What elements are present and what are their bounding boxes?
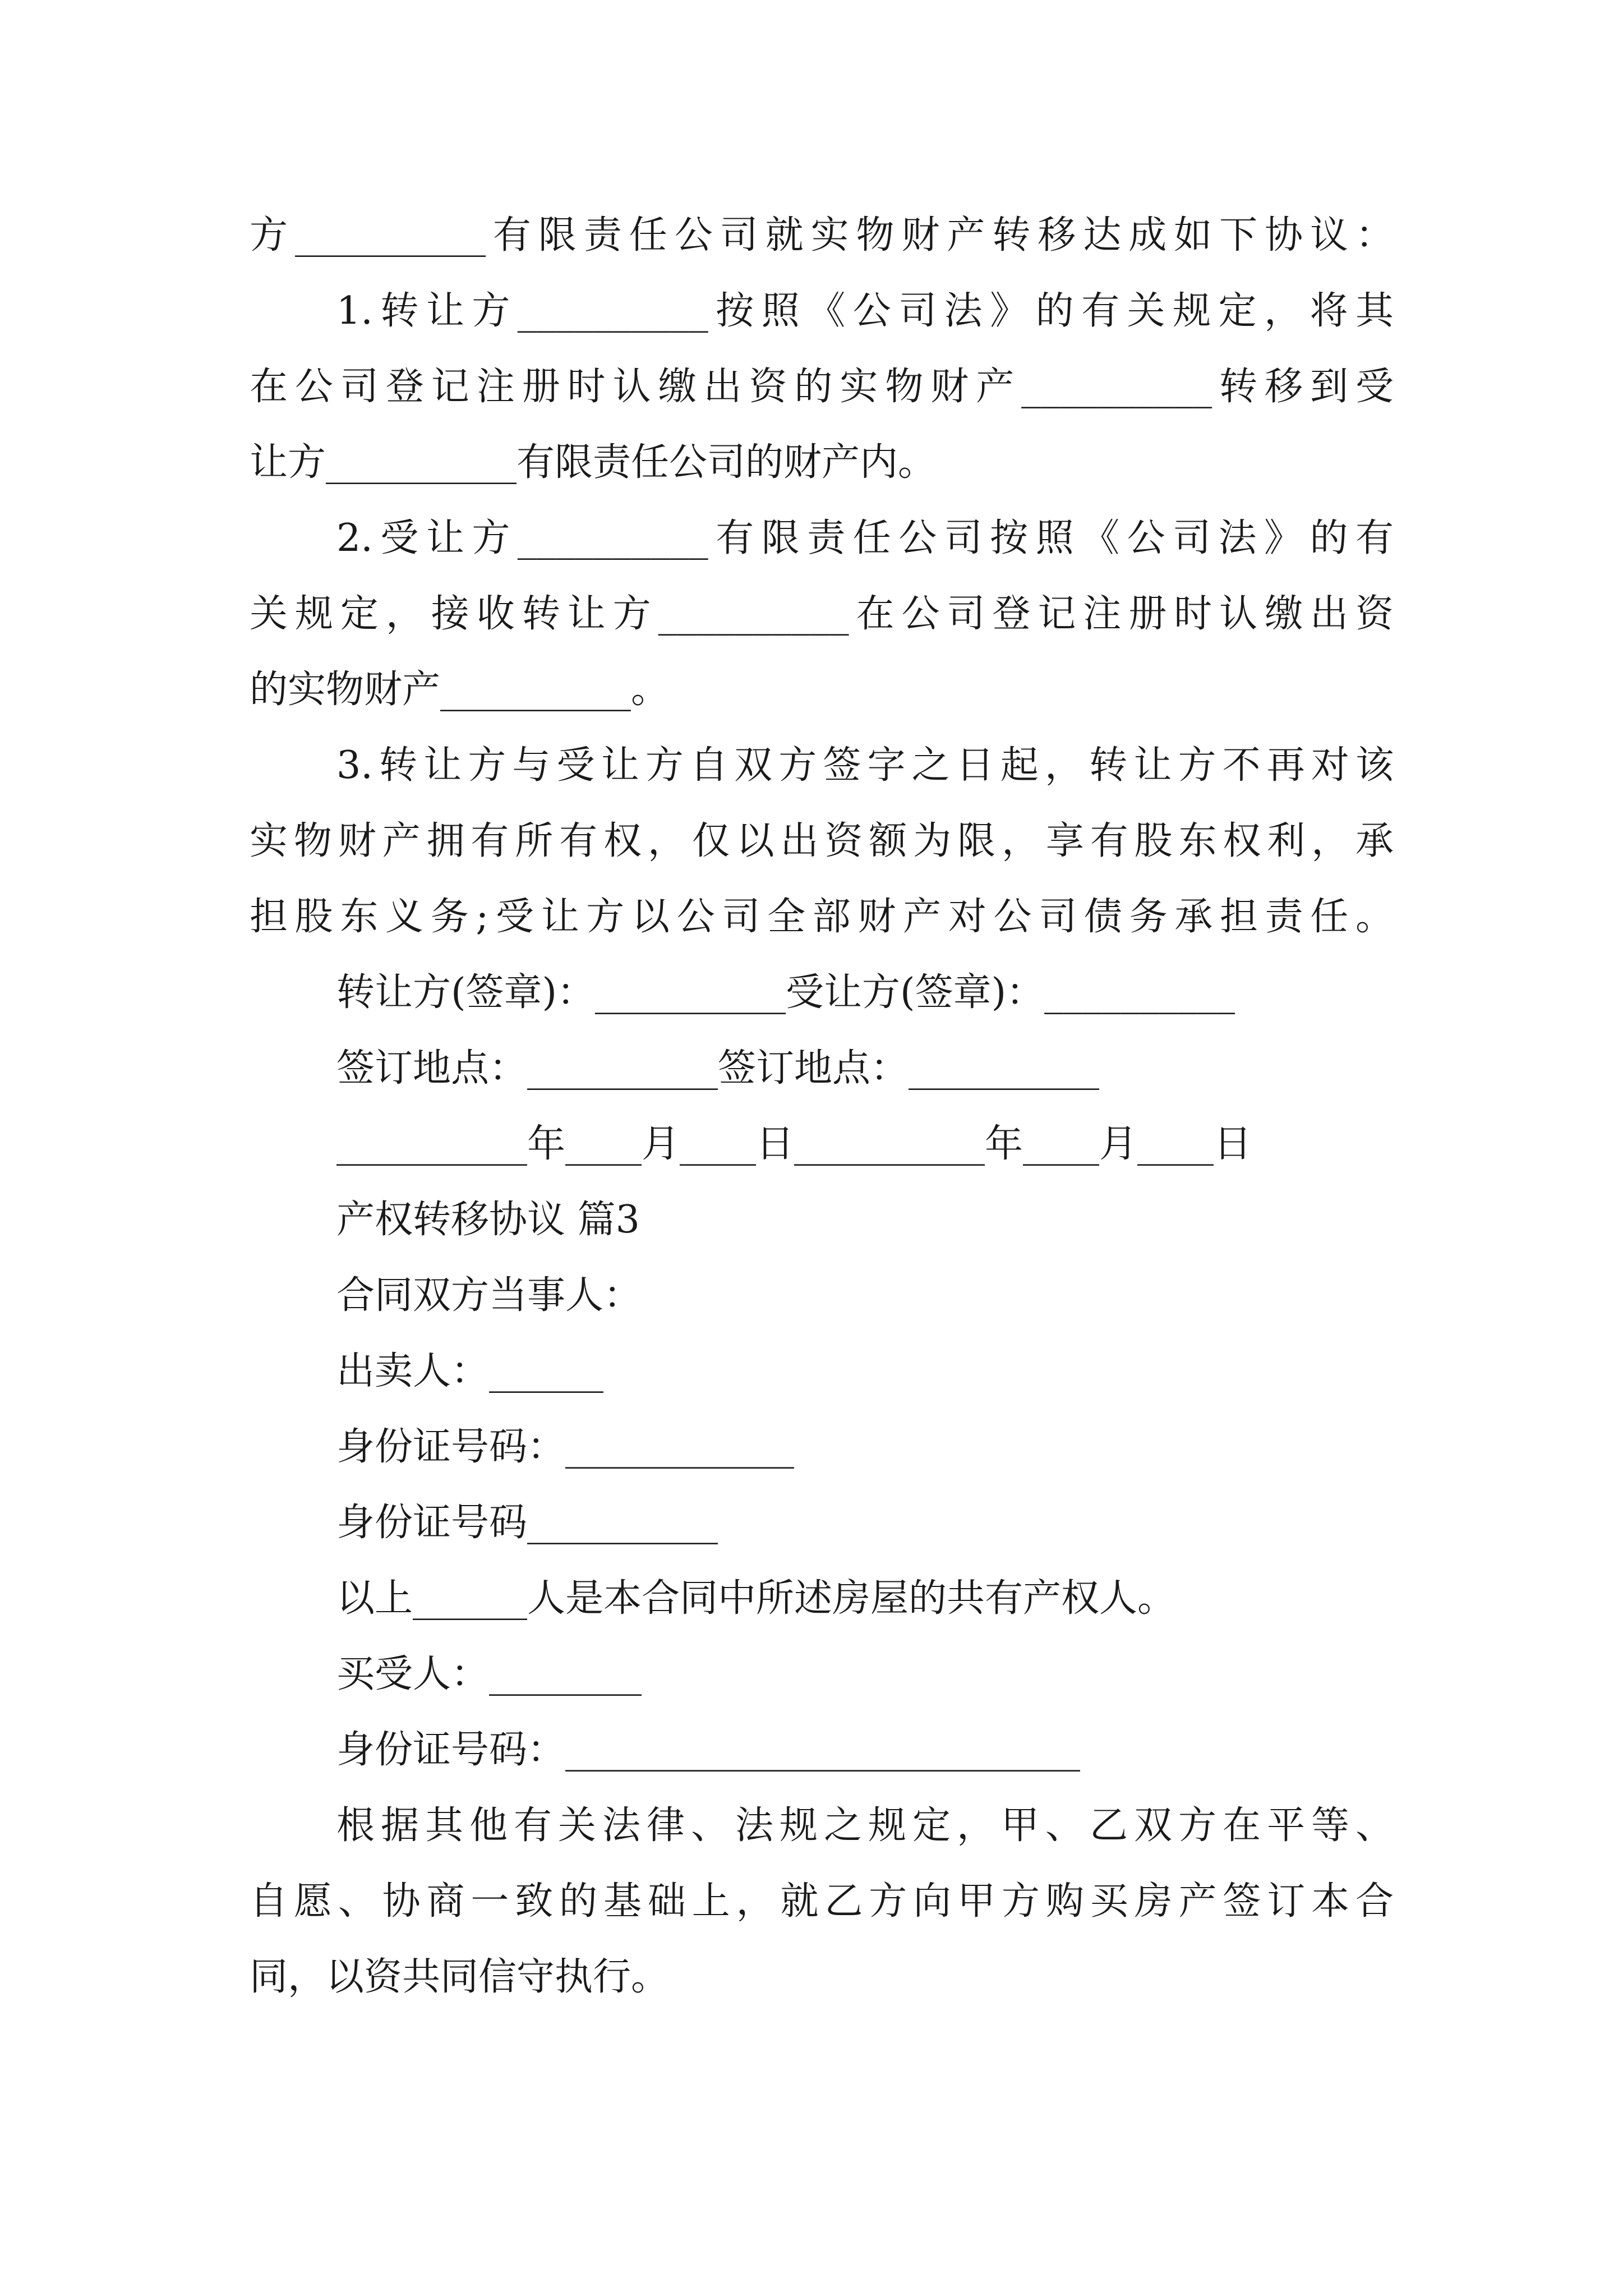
signing-place-line: 签订地点：__________签订地点：__________ xyxy=(336,1046,1100,1091)
signing-date-line: __________年____月____日__________年____月____日 xyxy=(336,1122,1252,1166)
text-line-8: 3.转让方与受让方自双方签字之日起，转让方不再对该 xyxy=(336,743,1394,788)
text-line-10: 担股东义务;受让方以公司全部财产对公司债务承担责任。 xyxy=(250,895,1394,939)
text-line-7: 的实物财产__________。 xyxy=(250,668,670,712)
text-line-9: 实物财产拥有所有权，仅以出资额为限，享有股东权利，承 xyxy=(250,819,1394,863)
section-heading: 产权转移协议 篇3 xyxy=(336,1198,640,1242)
seller-id-line-2: 身份证号码__________ xyxy=(336,1501,718,1545)
text-line-3: 在公司登记注册时认缴出资的实物财产__________转移到受 xyxy=(250,365,1394,409)
text-line-23: 自愿、协商一致的基础上，就乙方向甲方购买房产签订本合 xyxy=(250,1879,1394,1924)
text-line-24: 同，以资共同信守执行。 xyxy=(250,1955,670,1999)
text-line-2: 1.转让方__________按照《公司法》的有关规定，将其 xyxy=(336,289,1394,333)
text-line-1: 方__________有限责任公司就实物财产转移达成如下协议： xyxy=(250,213,1394,257)
buyer-line: 买受人：________ xyxy=(336,1652,642,1696)
buyer-id-line: 身份证号码：___________________________ xyxy=(336,1728,1081,1772)
text-line-15: 合同双方当事人： xyxy=(336,1273,642,1318)
text-line-22: 根据其他有关法律、法规之规定，甲、乙双方在平等、 xyxy=(336,1803,1394,1848)
signature-line: 转让方(签章)：__________受让方(签章)：__________ xyxy=(336,970,1235,1015)
co-owner-line: 以上______人是本合同中所述房屋的共有产权人。 xyxy=(336,1576,1176,1621)
seller-id-line: 身份证号码：____________ xyxy=(336,1425,795,1469)
text-line-6: 关规定，接收转让方__________在公司登记注册时认缴出资 xyxy=(250,592,1394,636)
text-line-5: 2.受让方__________有限责任公司按照《公司法》的有 xyxy=(336,516,1394,560)
text-line-4: 让方__________有限责任公司的财产内。 xyxy=(250,440,937,485)
seller-line: 出卖人：______ xyxy=(336,1349,604,1393)
